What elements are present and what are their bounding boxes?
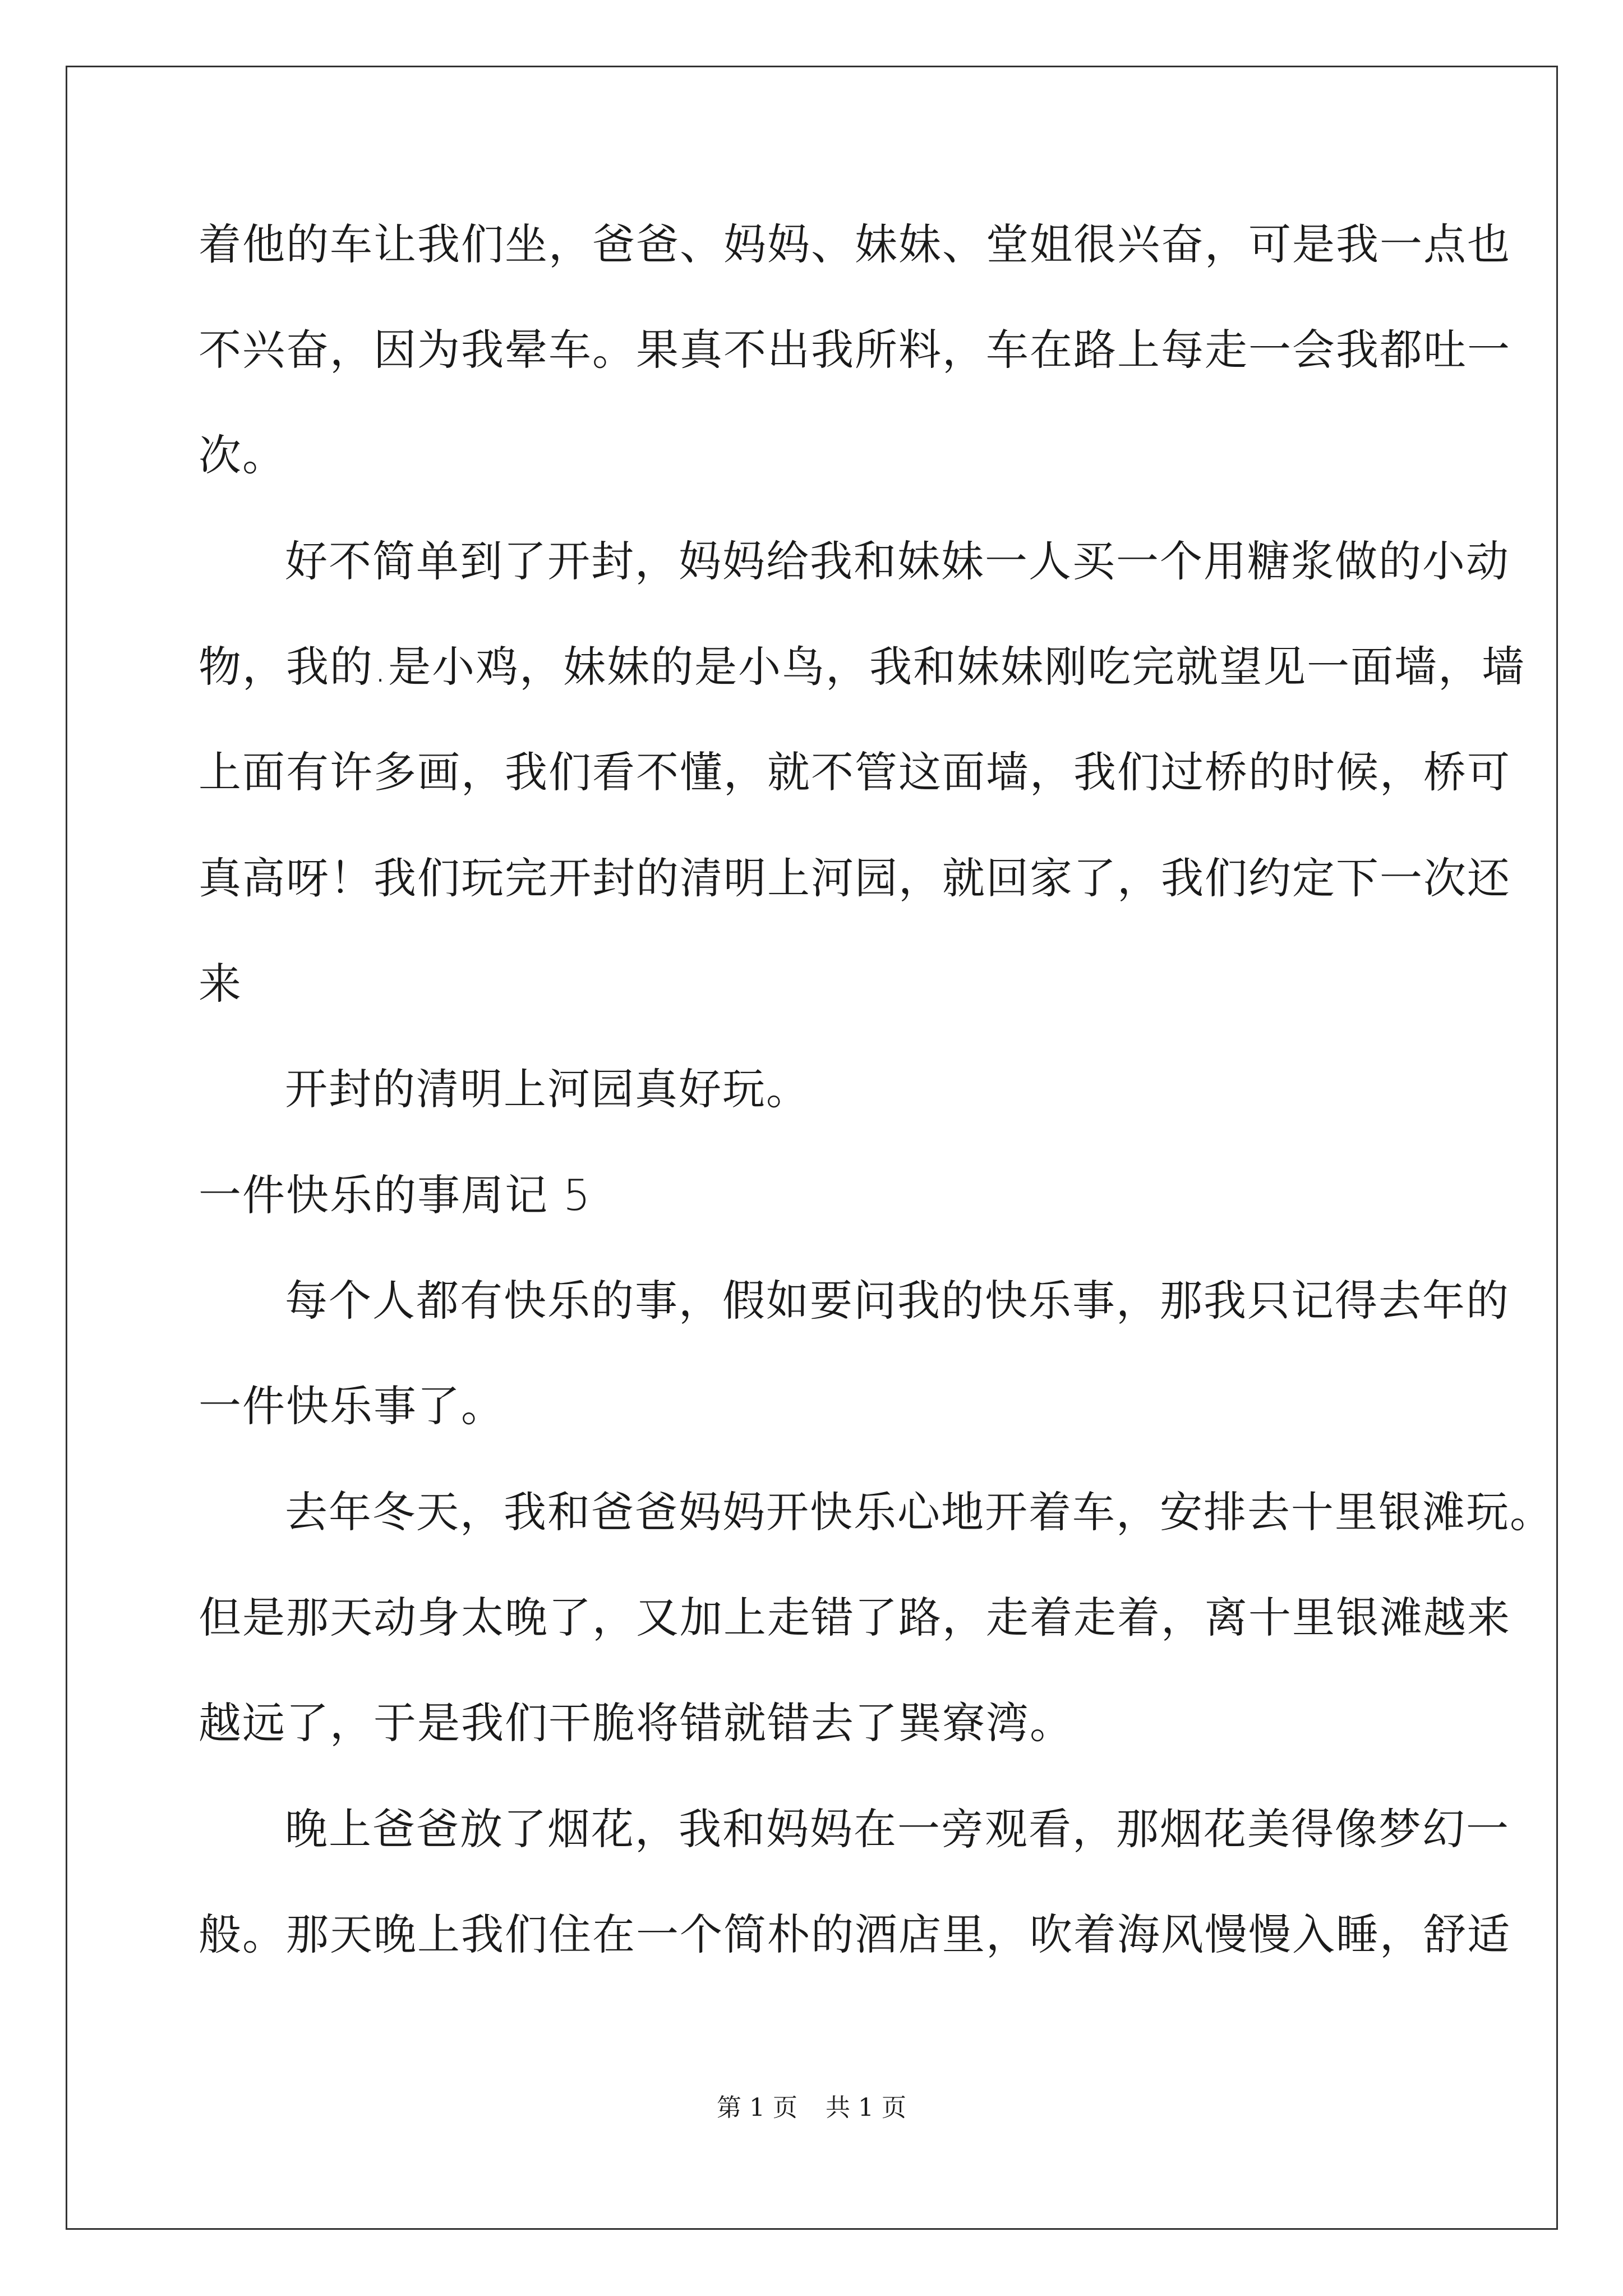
page-total: 共 1 页 [826, 2093, 906, 2122]
section-heading: 一件快乐的事周记 5 [199, 1170, 592, 1220]
text-line-16: 晚上爸爸放了烟花，我和妈妈在一旁观看，那烟花美得像梦幻一 [285, 1804, 1510, 1854]
text-line-9: 开封的清明上河园真好玩。 [285, 1064, 810, 1114]
text-line-6: 上面有许多画，我们看不懂，就不管这面墙，我们过桥的时候，桥可 [199, 747, 1511, 797]
page-number: 第 1 页 [717, 2093, 797, 2122]
text-line-2: 不兴奋，因为我晕车。果真不出我所料，车在路上每走一会我都吐一 [199, 325, 1511, 375]
text-line-17: 般。那天晚上我们住在一个简朴的酒店里，吹着海风慢慢入睡，舒适 [199, 1910, 1511, 1959]
text-line-3: 次。 [199, 430, 286, 480]
text-line-13: 去年冬天，我和爸爸妈妈开快乐心地开着车，安排去十里银滩玩。 [285, 1487, 1553, 1537]
text-line-5: 物，我的.是小鸡，妹妹的是小鸟，我和妹妹刚吃完就望见一面墙，墙 [199, 642, 1526, 692]
text-line-15: 越远了，于是我们干脆将错就错去了巽寮湾。 [199, 1698, 1073, 1748]
text-line-7: 真高呀！我们玩完开封的清明上河园，就回家了，我们约定下一次还 [199, 853, 1511, 903]
text-line-11: 每个人都有快乐的事，假如要问我的快乐事，那我只记得去年的 [285, 1276, 1510, 1326]
page-border [66, 66, 1558, 2230]
text-line-8: 来 [199, 959, 242, 1009]
text-line-1: 着他的车让我们坐，爸爸、妈妈、妹妹、堂姐很兴奋，可是我一点也 [199, 219, 1511, 269]
text-line-14: 但是那天动身太晚了，又加上走错了路，走着走着，离十里银滩越来 [199, 1593, 1511, 1642]
text-line-12: 一件快乐事了。 [199, 1381, 505, 1431]
page-footer [0, 2092, 1623, 2124]
text-line-4: 好不简单到了开封，妈妈给我和妹妹一人买一个用糖浆做的小动 [285, 536, 1510, 586]
